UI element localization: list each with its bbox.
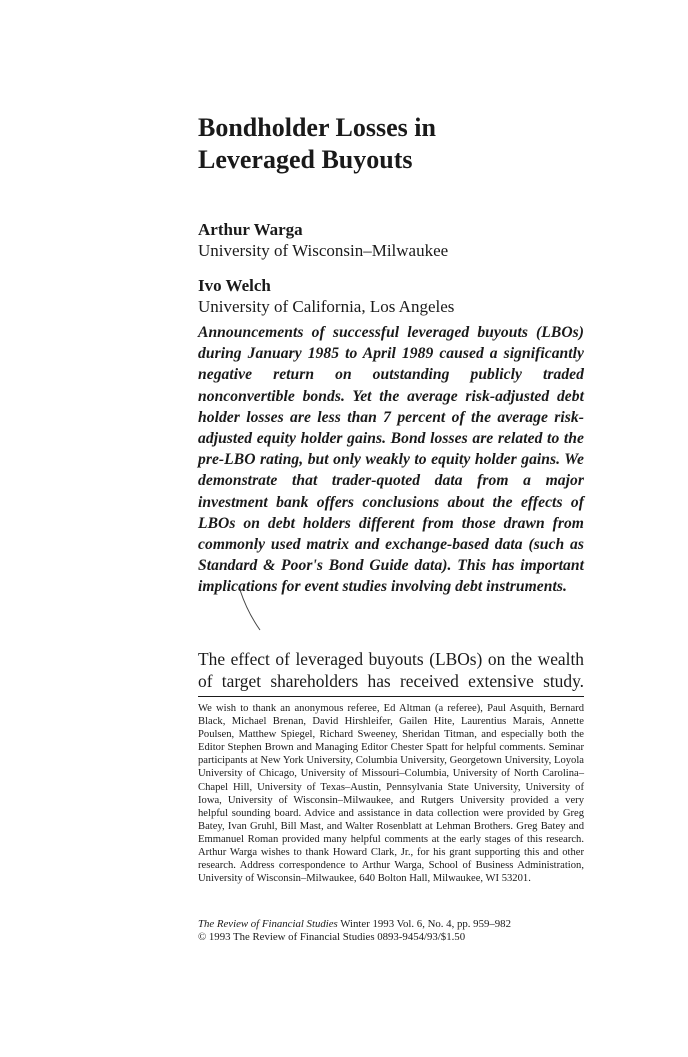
author-affiliation: University of Wisconsin–Milwaukee (198, 241, 449, 260)
journal-issue-line (198, 918, 584, 931)
author-name: Arthur Warga (198, 220, 303, 239)
journal-name: The Review of Financial Studies (198, 918, 338, 930)
author-affiliation: University of California, Los Angeles (198, 297, 455, 316)
author-block-2 (198, 275, 584, 317)
title-line-1: Bondholder Losses in (198, 113, 436, 142)
abstract: Announcements of successful leveraged buyouts (LBOs) during January 1985 to April 1989 caused a significantly negative return on outstanding publicly traded nonconvertible bonds. Yet the average risk-adjusted debt holder losses are less than 7 percent of the average risk-adjusted equity holder gains. Bond losses are related to the pre-LBO rating, but only weakly to equity holder gains. We demonstrate that trader-quoted data from a major investment bank offers conclusions about the effects of LBOs on debt holders different from those drawn from commonly used matrix and exchange-based data (such as Standard & Poor's Bond Guide data). This has important implications for event studies involving debt instruments. (198, 324, 584, 596)
title-line-2: Leveraged Buyouts (198, 145, 413, 174)
footnote-rule (198, 696, 584, 697)
pen-mark (236, 588, 276, 638)
author-block-1 (198, 219, 584, 261)
copyright-line: © 1993 The Review of Financial Studies 0893-9454/93/$1.50 (198, 931, 466, 944)
article-title (198, 112, 584, 176)
journal-issue: Winter 1993 Vol. 6, No. 4, pp. 959–982 (340, 918, 511, 930)
intro-line-1: The effect of leveraged buyouts (LBOs) on the wealth (198, 649, 584, 669)
author-name: Ivo Welch (198, 276, 271, 295)
acknowledgment-footnote: We wish to thank an anonymous referee, Ed Altman (a referee), Paul Asquith, Bernard Black, Michael Brenan, David Hirshleifer, Gailen Hite, Laurentius Marais, Annette Poulsen, Matthew Spiegel, Richard Sweeney, Sheridan Titman, and especially both the Editor Stephen Brown and Managing Editor Chester Spatt for helpful comments. Seminar participants at New York University, Columbia University, Georgetown University, Loyola University of Chicago, University of Missouri–Columbia, University of North Carolina–Chapel Hill, University of Texas–Austin, Pennsylvania State University, University of Iowa, University of Wisconsin–Milwaukee, and Rutgers University provided a very helpful sounding board. Advice and assistance in data collection were provided by Greg Batey, Ivan Gruhl, Bill Mast, and Walter Rosenblatt at Lehman Brothers. Greg Batey and Emmanuel Roman provided many helpful comments at the early stages of this research. Arthur Warga wishes to thank Howard Clark, Jr., for his grant supporting this and other research. Address correspondence to Arthur Warga, School of Business Administration, University of Wisconsin–Milwaukee, 640 Bolton Hall, Milwaukee, WI 53201. (198, 703, 584, 885)
journal-citation (198, 918, 584, 945)
intro-line-2: of target shareholders has received extensive study. (198, 671, 584, 691)
intro-paragraph (198, 648, 584, 692)
